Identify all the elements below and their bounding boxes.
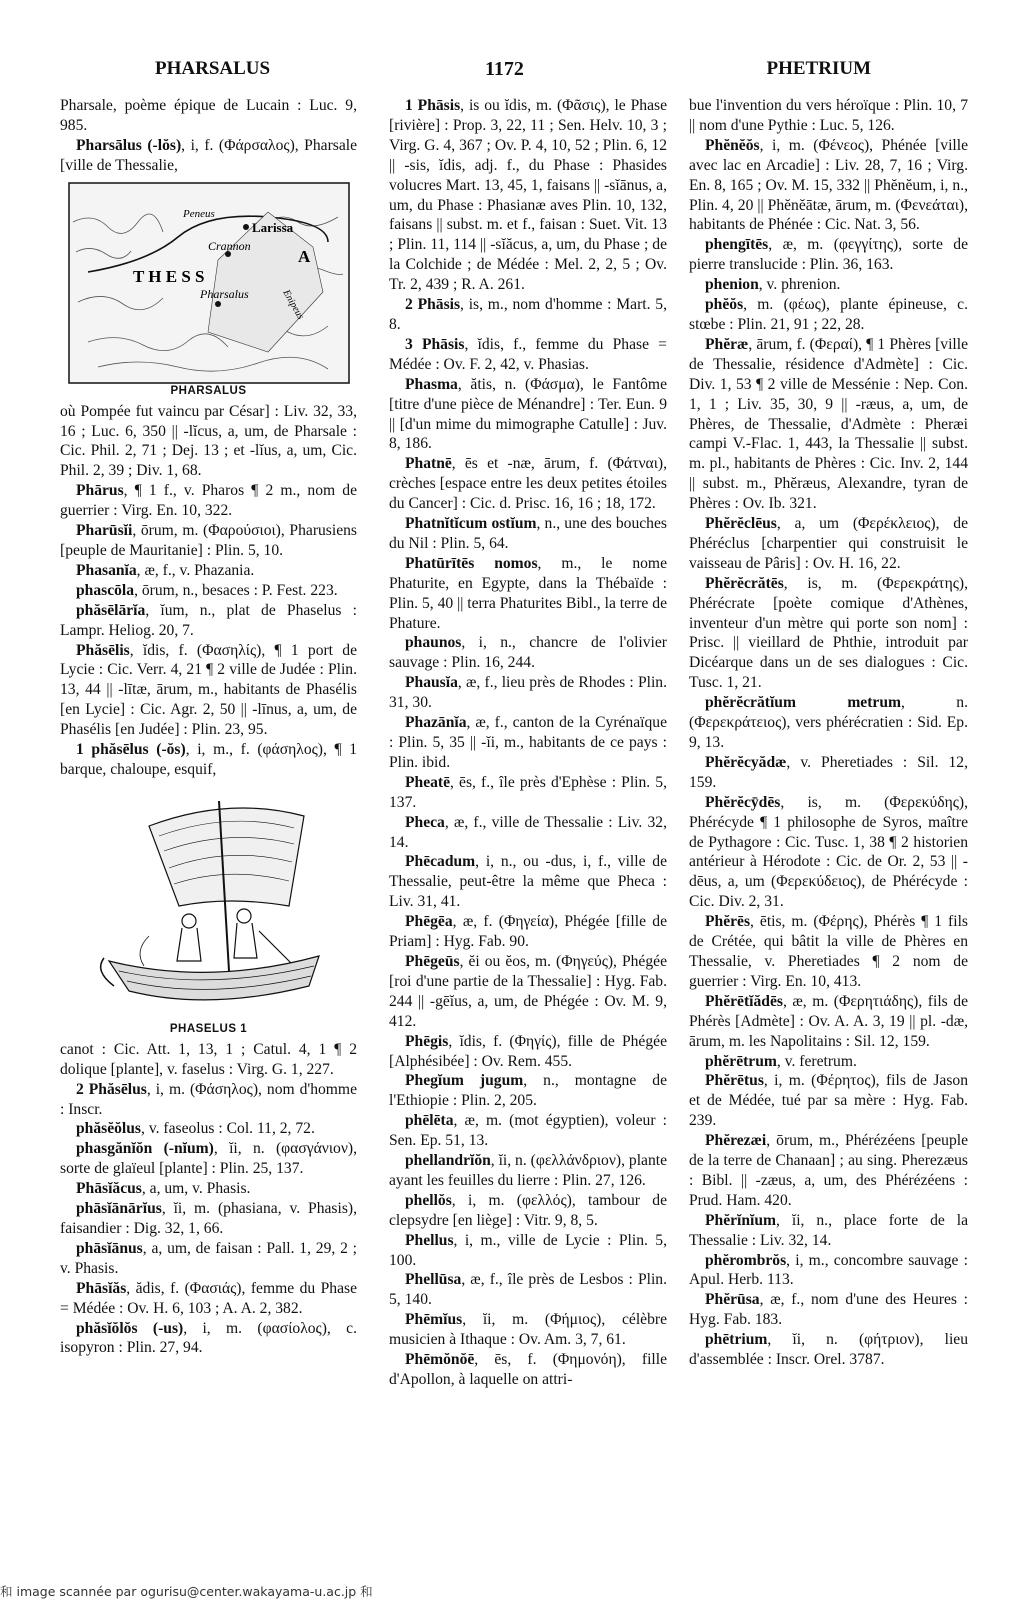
headword: phĕŏs (705, 296, 744, 314)
headword: Phĕnĕŏs (705, 136, 760, 154)
dictionary-entry: phĕŏs, m. (φέως), plante épineuse, c. stœbe : Plin. 21, 91 ; 22, 28. (689, 296, 968, 333)
dictionary-entry: Phēmĭus, ĭi, m. (Φήμιος), célèbre musicien à Ithaque : Ov. Am. 3, 7, 61. (389, 1311, 667, 1349)
headword: Phazānĭa (405, 714, 467, 732)
headword: phellandrĭŏn (405, 1152, 491, 1170)
map-label-larissa: Larissa (251, 219, 293, 235)
map-label-enipeus: Enipeus (279, 287, 306, 322)
headword: Phatūrītēs nomos (405, 554, 538, 572)
headword: Phēmĭus (405, 1311, 463, 1329)
map-label-pharsalus: Pharsalus (199, 286, 249, 301)
dictionary-entry: Phĕrētus, i, m. (Φέρητος), fils de Jason et de Médée, tué par sa mère : Hyg. Fab. 239. (689, 1072, 968, 1130)
headword: Phĕrezæi (705, 1132, 767, 1150)
dictionary-entry: phenion, v. phrenion. (705, 276, 841, 294)
dictionary-entry: Phazānĭa, æ, f., canton de la Cyrénaïque : Plin. 5, 35 || -ĭi, m., habitants de ce pays : Plin. ibid. (389, 714, 667, 771)
dictionary-entry: phāsĭānārĭus, ĭi, m. (phasiana, v. Phasis), faisandier : Dig. 32, 1, 66. (60, 1200, 357, 1237)
dictionary-entry: phētrium, ĭi, n. (φήτριον), lieu d'assemblée : Inscr. Orel. 3787. (689, 1331, 968, 1369)
dictionary-entry: Phasanĭa, æ, f., v. Phazania. (76, 561, 255, 579)
scan-credit-footer: 和 image scannée par ogurisu@center.wakayama-u.ac.jp 和 (0, 1584, 373, 1599)
headword: Phĕrētus (705, 1072, 764, 1090)
dictionary-entry: Pharūsĭi, ōrum, m. (Φαρούσιοι), Pharusiens [peuple de Mauritanie] : Plin. 5, 10. (60, 522, 357, 559)
headword: Phēcadum (405, 853, 476, 871)
headword: Phĕrĕclēus (705, 515, 777, 533)
headword: Phāsĭăs (76, 1279, 127, 1297)
dictionary-entry: 2 Phăsēlus, i, m. (Φάσηλος), nom d'homme : Inscr. (60, 1080, 357, 1118)
dictionary-entry: phaunos, i, n., chancre de l'olivier sauvage : Plin. 16, 244. (389, 634, 667, 672)
thessaly-map (68, 182, 350, 384)
phaselus-ship-illustration (89, 786, 329, 1022)
dictionary-entry: phĕrombrŏs, i, m., concombre sauvage : Apul. Herb. 113. (689, 1251, 968, 1289)
headword: Phatnĭtĭcum ostĭum (405, 515, 537, 533)
map-caption: PHARSALUS (170, 384, 247, 397)
dictionary-entry: Phatnē, ēs et -næ, ārum, f. (Φάτναι), crèches [espace entre les deux petites étoiles du Cancer] : Cic. d. Prisc. 16, 16 ; 18, 172. (389, 455, 667, 513)
headword: phasgănĭŏn (-nĭum) (76, 1140, 214, 1158)
headword: Phĕrĭnĭum (705, 1211, 777, 1229)
headword: phăsēlārĭa (76, 601, 146, 619)
headword: Pharsālus (-lŏs) (76, 136, 182, 154)
dictionary-entry: Pharsālus (-lŏs), i, f. (Φάρσαλος), Pharsale [ville de Thessalie, (60, 136, 357, 174)
dictionary-entry: 1 Phāsis, is ou ĭdis, m. (Φᾶσις), le Phase [rivière] : Prop. 3, 22, 11 ; Sen. Helv. 10, 3 ; Virg. G. 4, 367 ; Ov. P. 4, 10, 52 ; Plin. 6, 12 || -sis, ĭdis, adj. f., du Phase : Phasides volucres Mart. 13, 45, 1, faisans || -sĭānus, a, um, du Phase : Phasianæ aves Plin. 10, 132, faisans || subst. m. et f., faisan : Suet. Vit. 13 ; Plin. 11, 114 || -sĭăcus, a, um, du Phase ; de la Colchide ; de Médée : Mel. 2, 2, 5 ; Ov. Tr. 2, 439 ; R. A. 261. (389, 97, 667, 294)
dictionary-entry: Phēcadum, i, n., ou -dus, i, f., ville de Thessalie, peut-être la même que Pheca : Liv. 31, 41. (389, 853, 667, 911)
page-number: 1172 (485, 58, 524, 80)
headword: Phārus (76, 482, 124, 500)
dictionary-entry: Phellūsa, æ, f., île près de Lesbos : Plin. 5, 140. (389, 1271, 667, 1309)
headword: Phēgeūs (405, 952, 460, 970)
dictionary-entry: Phĕrĭnĭum, ĭi, n., place forte de la Thessalie : Liv. 32, 14. (689, 1211, 968, 1249)
page-header (155, 58, 871, 88)
sail (149, 808, 304, 906)
dictionary-entry: canot : Cic. Att. 1, 13, 1 ; Catul. 4, 1 ¶ 2 dolique [plante], v. faselus : Virg. G. 1, 227. (60, 1040, 357, 1078)
headword: Phēgis (405, 1032, 449, 1050)
headword: Phăsēlis (76, 641, 130, 659)
dictionary-entry: 2 Phāsis, is, m., nom d'homme : Mart. 5, 8. (389, 296, 667, 333)
dictionary-entry: Phăsēlis, ĭdis, f. (Φασηλίς), ¶ 1 port de Lycie : Cic. Verr. 4, 21 ¶ 2 ville de Judée : Plin. 13, 44 || -lītæ, ārum, m., habitants de Phasélis [en Lycie] : Cic. Agr. 2, 50 || -līnus, a, um, de Phasélis [en Judée] : Plin. 23, 95. (60, 641, 357, 739)
dictionary-entry: où Pompée fut vaincu par César] : Liv. 32, 33, 16 ; Luc. 6, 350 || -lĭcus, a, um, de Pharsale : Cic. Phil. 2, 71 ; Dej. 13 ; et -lĭus, a, um, Cic. Phil. 2, 39 ; Div. 1, 68. (60, 402, 357, 480)
headword: Phellūsa (405, 1271, 462, 1289)
headword: Phēgēa (405, 913, 453, 931)
headword: phētrium (705, 1331, 768, 1349)
headword: 2 Phāsis (405, 296, 461, 314)
headword: Phatnē (405, 455, 452, 473)
map-label-peneus: Peneus (182, 207, 215, 220)
dictionary-entry: phellŏs, i, m. (φελλός), tambour de clepsydre [en liège] : Vitr. 9, 8, 5. (389, 1191, 667, 1229)
dictionary-entry: Pharsale, poème épique de Lucain : Luc. 9, 985. (60, 97, 357, 134)
dictionary-entry: Phēgēa, æ, f. (Φηγεία), Phégée [fille de Priam] : Hyg. Fab. 90. (389, 913, 667, 951)
dictionary-entry: Phĕrĕcyădæ, v. Pheretiades : Sil. 12, 159. (689, 753, 968, 791)
dictionary-entry: Phatūrītēs nomos, m., le nome Phaturite, en Egypte, dans la Thébaïde : Plin. 5, 40 || terra Phaturites Bibl., la terre de Phature. (389, 554, 667, 632)
dictionary-entry: phĕrĕcrătĭum metrum, n. (Φερεκράτειος), vers phérécratien : Sid. Ep. 9, 13. (689, 694, 968, 751)
headword: Pharūsĭi (76, 522, 133, 540)
larissa-marker (243, 224, 249, 230)
dictionary-entry: phāsĭānus, a, um, de faisan : Pall. 1, 29, 2 ; v. Phasis. (60, 1239, 357, 1277)
dictionary-entry: phengītēs, æ, m. (φεγγίτης), sorte de pierre translucide : Plin. 36, 163. (689, 236, 968, 274)
dictionary-entry: 3 Phāsis, ĭdis, f., femme du Phase = Médée : Ov. F. 2, 42, v. Phasias. (389, 335, 667, 373)
headword: Phĕrētĭădēs (705, 992, 783, 1010)
dictionary-entry: Pheatē, ēs, f., île près d'Ephèse : Plin. 5, 137. (389, 773, 667, 811)
dictionary-entry: 1 phăsēlus (-ŏs), i, m., f. (φάσηλος), ¶ 1 barque, chaloupe, esquif, (60, 741, 357, 778)
dictionary-entry: Phĕrĕclēus, a, um (Φερέκλειος), de Phéréclus [charpentier qui construisit le vaisseau de Pâris] : Ov. H. 16, 22. (689, 515, 968, 572)
headword: phĕrētrum (705, 1052, 777, 1070)
dictionary-entry: Phĕrēs, ētis, m. (Φέρης), Phérès ¶ 1 fils de Crétée, qui bâtit la ville de Phères en Thessalie, v. Pheretiades ¶ 2 nom de guerrier : Virg. En. 10, 413. (689, 913, 968, 990)
headword: Phasanĭa (76, 561, 137, 579)
dictionary-entry: Phĕnĕŏs, i, m. (Φένεος), Phénée [ville avec lac en Arcadie] : Liv. 28, 7, 16 ; Virg. En. 8, 165 ; Ov. M. 15, 332 || Phĕnĕum, i, n., Plin. 4, 20 || Phĕnĕātæ, ārum, m. (Φενεάται), habitants de Phénée : Cic. Nat. 3, 56. (689, 136, 968, 234)
headword: 1 phăsēlus (-ŏs) (76, 741, 186, 759)
headword: Phĕrūsa (705, 1291, 760, 1309)
headword: 2 Phăsēlus (76, 1080, 147, 1098)
dictionary-entry: Phĕrētĭădēs, æ, m. (Φερητιάδης), fils de Phérès [Admète] : Ov. A. A. 3, 19 || pl. -dæ, ārum, m. les Napolitains : Sil. 12, 159. (689, 992, 968, 1050)
headword: phengītēs (705, 236, 769, 254)
dictionary-entry: Phēgis, ĭdis, f. (Φηγίς), fille de Phégée [Alphésibée] : Ov. Rem. 455. (389, 1032, 667, 1070)
headword: Pheatē (405, 773, 451, 791)
dictionary-entry: Phĕrezæi, ōrum, m., Phérézéens [peuple de la terre de Chanaan] ; au sing. Pherezæus : Bibl. || -zæus, a, um, des Phérézéens : Prud. Ham. 420. (689, 1132, 968, 1209)
column-middle (389, 96, 667, 1562)
dictionary-entry: Phĕrĕcȳdēs, is, m. (Φερεκύδης), Phérécyde ¶ 1 philosophe de Syros, maître de Pythagore : Cic. Tusc. 1, 38 ¶ 2 historien antérieur à Hérodote : Cic. de Or. 2, 53 || -dēus, a, um (Φερεκύδειος), de Phérécyde : Cic. Div. 2, 31. (689, 793, 968, 911)
headword: Phĕræ (705, 335, 749, 353)
dictionary-entry: phĕrētrum, v. feretrum. (705, 1052, 857, 1070)
dictionary-entry: phellandrĭŏn, ĭi, n. (φελλάνδριον), plante ayant les feuilles du lierre : Plin. 27, 126. (389, 1152, 667, 1189)
headword: Phegĭum jugum (405, 1072, 524, 1090)
dictionary-entry: Phēmŏnŏē, ēs, f. (Φημονόη), fille d'Apollon, à laquelle on attri- (389, 1351, 667, 1388)
headword: Phĕrĕcrătēs (705, 574, 784, 592)
headword: phăsĕŏlus (76, 1120, 142, 1138)
dictionary-entry: Phēgeūs, ĕi ou ĕos, m. (Φηγεύς), Phégée [roi d'une partie de la Thessalie] : Hyg. Fab. 244 || -gēĭus, a, um, de Phégée : Ov. M. 9, 412. (389, 952, 667, 1030)
dictionary-entry: phăsĭŏlŏs (-us), i, m. (φασίολος), c. isopyron : Plin. 27, 94. (60, 1319, 357, 1357)
headword: phēlēta (405, 1112, 454, 1130)
headword: Phāsĭăcus (76, 1180, 142, 1198)
headword: 3 Phāsis (405, 335, 465, 353)
headword: phĕrĕcrătĭum metrum (705, 694, 902, 712)
hull (109, 956, 319, 1000)
headword: phăsĭŏlŏs (-us) (76, 1319, 184, 1337)
dictionary-entry: Phĕrūsa, æ, f., nom d'une des Heures : Hyg. Fab. 183. (689, 1291, 968, 1329)
map-label-crannon: Crannon (207, 238, 251, 253)
dictionary-entry: Phĕræ, ārum, f. (Φεραί), ¶ 1 Phères [ville de Thessalie, résidence d'Admète] : Cic. Div. 1, 53 ¶ 2 ville de Messénie : Nep. Con. 1, 1 ; Liv. 35, 30, 9 || -ræus, a, um, de Phères, de Thessalie, d'Admète : Pheræi campi V.-Flac. 1, 443, la Thessalie || subst. m. pl., habitants de Phères : Cic. Inv. 2, 144 || subst. m., Phĕræus, Alexandre, tyran de Phères : Ov. Ib. 321. (689, 335, 968, 513)
dictionary-entry: Phĕrĕcrătēs, is, m. (Φερεκράτης), Phérécrate [poète comique d'Athènes, inventeur d'un mètre qui porte son nom] : Prisc. || vieillard de Phthie, introduit par Dicéarque dans un de ses dialogues : Cic. Tusc. 1, 21. (689, 574, 968, 692)
headword: phellŏs (405, 1191, 452, 1209)
dictionary-entry: Phatnĭtĭcum ostĭum, n., une des bouches du Nil : Plin. 5, 64. (389, 515, 667, 552)
dictionary-entry: phăsēlārĭa, ĭum, n., plat de Phaselus : Lampr. Heliog. 20, 7. (60, 601, 357, 639)
header-left-guide-word: PHARSALUS (155, 58, 271, 79)
headword: phāsĭānārĭus (76, 1200, 162, 1218)
map-label-thessalia-end: A (297, 246, 310, 266)
dictionary-entry: Phāsĭăcus, a, um, v. Phasis. (76, 1180, 251, 1198)
headword: Phĕrēs (705, 913, 751, 931)
headword: phāsĭānus (76, 1239, 143, 1257)
headword: Phēmŏnŏē (405, 1351, 475, 1369)
dictionary-entry: Phasma, ătis, n. (Φάσμα), le Fantôme [titre d'une pièce de Ménandre] : Ter. Eun. 9 || [d'un mime du mimographe Catulle] : Juv. 8, 186. (389, 375, 667, 453)
headword: Phĕrĕcyădæ (705, 753, 787, 771)
map-figure (60, 182, 357, 398)
headword: phĕrombrŏs (705, 1251, 787, 1269)
headword: Phĕrĕcȳdēs (705, 793, 781, 811)
column-left (60, 96, 357, 1562)
ship-drawing (100, 801, 318, 1000)
header-right-guide-word: PHETRIUM (766, 58, 871, 79)
column-right (689, 96, 968, 1562)
headword: phenion (705, 276, 759, 294)
map-label-thessalia: T H E S S (132, 266, 205, 286)
dictionary-entry: bue l'invention du vers héroïque : Plin. 10, 7 || nom d'une Pythie : Luc. 5, 126. (689, 97, 968, 134)
headword: phascōla (76, 581, 135, 599)
dictionary-entry: Phegĭum jugum, n., montagne de l'Ethiopie : Plin. 2, 205. (389, 1072, 667, 1110)
headword: Phausĭa (405, 674, 458, 692)
headword: Phellus (405, 1231, 454, 1249)
dictionary-entry: Phāsĭăs, ădis, f. (Φασιάς), femme du Phase = Médée : Ov. H. 6, 103 ; A. A. 2, 382. (60, 1279, 357, 1317)
dictionary-entry: phēlēta, æ, m. (mot égyptien), voleur : Sen. Ep. 51, 13. (389, 1112, 667, 1150)
dictionary-entry: Phellus, i, m., ville de Lycie : Plin. 5, 100. (389, 1231, 667, 1269)
ship-caption: PHASELUS 1 (169, 1022, 248, 1035)
dictionary-entry: Phārus, ¶ 1 f., v. Pharos ¶ 2 m., nom de guerrier : Virg. En. 10, 322. (60, 482, 357, 520)
headword: Phasma (405, 375, 458, 393)
ship-figure (60, 786, 357, 1036)
dictionary-entry: Pheca, æ, f., ville de Thessalie : Liv. 32, 14. (389, 813, 667, 851)
headword: 1 Phāsis (405, 97, 461, 114)
dictionary-entry: Phausĭa, æ, f., lieu près de Rhodes : Plin. 31, 30. (389, 674, 667, 712)
dictionary-entry: phăsĕŏlus, v. faseolus : Col. 11, 2, 72. (76, 1120, 315, 1138)
pharsalus-marker (215, 301, 221, 307)
headword: Pheca (405, 813, 445, 831)
dictionary-entry: phascōla, ōrum, n., besaces : P. Fest. 223. (76, 581, 338, 599)
headword: phaunos (405, 634, 462, 652)
dictionary-entry: phasgănĭŏn (-nĭum), ĭi, n. (φασγάνιον), sorte de glaïeul [plante] : Plin. 25, 137. (60, 1140, 357, 1178)
